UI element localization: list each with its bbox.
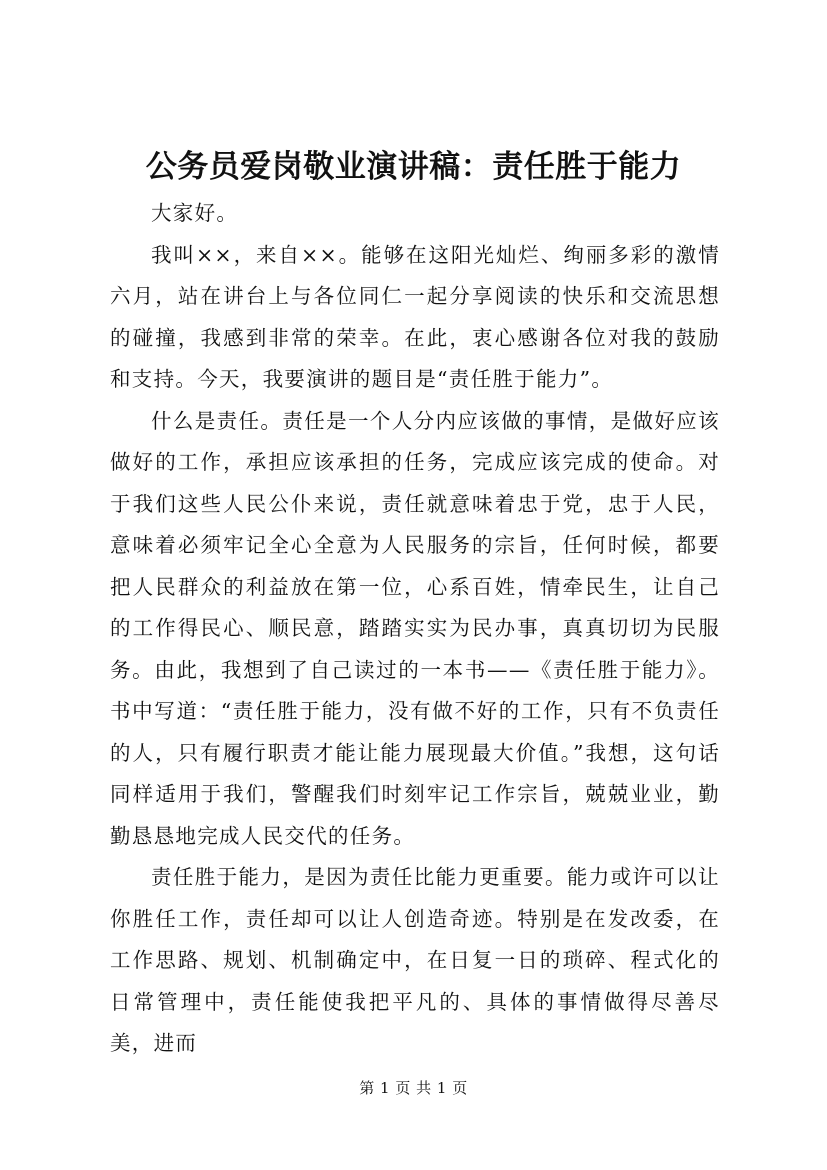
paragraph-responsibility-over-ability: 责任胜于能力，是因为责任比能力更重要。能力或许可以让你胜任工作，责任却可以让人创造奇迹。特别是在发改委，在工作思路、规划、机制确定中，在日复一日的琐碎、程式化的日常管理中，责任能使我把平凡的、具体的事情做得尽善尽美，进而 xyxy=(110,865,720,1055)
document-title: 公务员爱岗敬业演讲稿：责任胜于能力 xyxy=(145,149,682,185)
paragraph-introduction: 我叫××，来自××。能够在这阳光灿烂、绚丽多彩的激情六月，站在讲台上与各位同仁一起分享阅读的快乐和交流思想的碰撞，我感到非常的荣幸。在此，衷心感谢各位对我的鼓励和支持。今天，我要演讲的题目是“责任胜于能力”。 xyxy=(110,242,720,391)
page-number-footer: 第 1 页 共 1 页 xyxy=(359,1079,468,1097)
document-body xyxy=(110,193,720,1065)
paragraph-what-is-responsibility: 什么是责任。责任是一个人分内应该做的事情，是做好应该做好的工作，承担应该承担的任务，完成应该完成的使命。对于我们这些人民公仆来说，责任就意味着忠于党，忠于人民，意味着必须牢记全心全意为人民服务的宗旨，任何时候，都要把人民群众的利益放在第一位，心系百姓，情牵民生，让自己的工作得民心、顺民意，踏踏实实为民办事，真真切切为民服务。由此，我想到了自己读过的一本书——《责任胜于能力》。书中写道：“责任胜于能力，没有做不好的工作，只有不负责任的人，只有履行职责才能让能力展现最大价值。”我想，这句话同样适用于我们，警醒我们时刻牢记工作宗旨，兢兢业业，勤勤恳恳地完成人民交代的任务。 xyxy=(110,408,720,848)
paragraph-greeting: 大家好。 xyxy=(151,201,239,225)
